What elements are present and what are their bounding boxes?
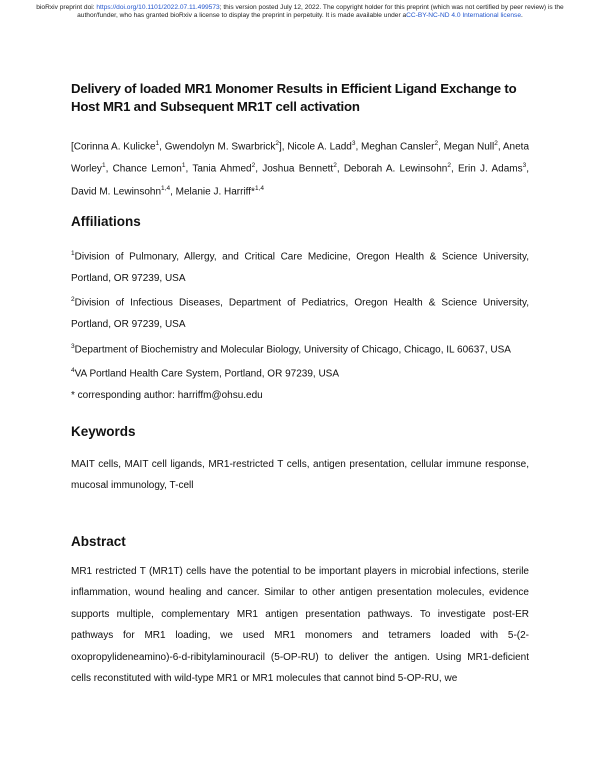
author-name: Gwendolyn M. Swarbrick [164,141,276,153]
affiliations-heading: Affiliations [71,213,141,229]
author-name: Melanie J. Harriff* [175,185,255,197]
author-affiliation-marker: 2 [333,162,337,170]
paper-body [71,80,529,690]
author-name: Joshua Bennett [262,163,334,175]
author-name: [Corinna A. Kulicke [71,141,156,153]
paper-title: Delivery of loaded MR1 Monomer Results in Efficient Ligand Exchange to Host MR1 and Subsequent MR1T cell activation [71,81,517,114]
author-affiliation-marker: 1,4 [254,184,264,192]
doi-link[interactable]: https://doi.org/10.1101/2022.07.11.499573 [96,4,220,11]
abstract-heading: Abstract [71,533,126,549]
author-name: Megan Null [443,141,495,153]
preprint-notice: bioRxiv preprint doi: https://doi.org/10.1101/2022.07.11.499573; this version posted July 12, 2022. The copyright holder for this preprint (which was not certified by peer review) is the author/funder, who has granted bioRxiv a license to display the preprint in perpetuity. It is made available under aCC-BY-NC-ND 4.0 International license. [36,4,564,19]
author-affiliation-marker: 2 [494,140,498,147]
author-affiliation-marker: 3 [522,162,527,170]
author-name: Chance Lemon [112,163,182,175]
author-affiliation-marker: 1 [101,162,106,170]
keywords-heading: Keywords [71,423,136,439]
author-name: Aneta Worley [71,141,530,175]
author-name: Tania Ahmed [192,163,252,175]
author-separator: , [336,163,344,175]
keywords-text: MAIT cells, MAIT cell ligands, MR1-restricted T cells, antigen presentation, cellular immune response, mucosal immunology, T-cell [71,458,529,492]
author-affiliation-marker: 1,4 [161,184,171,192]
author-separator: , [438,141,444,153]
affiliation-1: $^1$Division of Pulmonary, Allergy, and Critical Care Medicine, Oregon Health & Science University, Portland, OR 97239, USA [71,249,529,284]
author-affiliation-marker: 2 [447,162,451,170]
author-separator: ], [278,141,288,153]
affiliation-list [71,243,529,407]
abstract-text: MR1 restricted T (MR1T) cells have the potential to be important players in microbial infections, sterile inflammation, wound healing and cancer. Similar to other antigen presentation molecules, evidence supports multiple, complementary MR1 antigen presentation pathways. To investigate post-ER pathways for MR1 loading, we used MR1 monomers and tetramers loaded with 5-(2-oxopropylideneamino)-6-d-ribitylaminouracil (5-OP-RU) to deliver the antigen. Using MR1-deficient cells reconstituted with wild-type MR1 or MR1 molecules that cannot bind 5-OP-RU, we [71,565,529,685]
author-separator: , [185,163,193,175]
author-name: Erin J. Adams [458,163,523,175]
author-affiliation-marker: 1 [181,162,186,170]
author-separator: , [255,163,263,175]
author-separator: , [497,141,503,153]
author-affiliation-marker: 2 [434,140,439,147]
author-name: Meghan Cansler [361,141,435,153]
author-list [71,134,529,201]
affiliation-4: $^4$VA Portland Health Care System, Portland, OR 97239, USA [71,367,340,380]
author-affiliation-marker: 2 [275,140,279,147]
author-name: David M. Lewinsohn [71,185,162,197]
author-name: Deborah A. Lewinsohn [343,163,448,175]
author-separator: , [159,141,165,153]
author-affiliation-marker: 1 [155,140,160,147]
author-affiliation-marker: 3 [351,140,356,147]
author-name: Nicole A. Ladd [287,141,352,153]
author-separator: , [450,163,458,175]
author-separator: , [170,185,176,197]
author-separator: , [105,163,113,175]
affiliation-2: $^2$Division of Infectious Diseases, Department of Pediatrics, Oregon Health & Science University, Portland, OR 97239, USA [71,296,529,331]
author-affiliation-marker: 2 [251,162,256,170]
author-separator: , [526,163,529,175]
affiliation-3: $^3$Department of Biochemistry and Molecular Biology, University of Chicago, Chicago, IL 60637, USA [71,342,511,355]
author-separator: , [355,141,362,153]
license-link[interactable]: CC-BY-NC-ND 4.0 International license [406,12,521,19]
corresponding-author: * corresponding author: harriffm@ohsu.edu [71,390,263,402]
